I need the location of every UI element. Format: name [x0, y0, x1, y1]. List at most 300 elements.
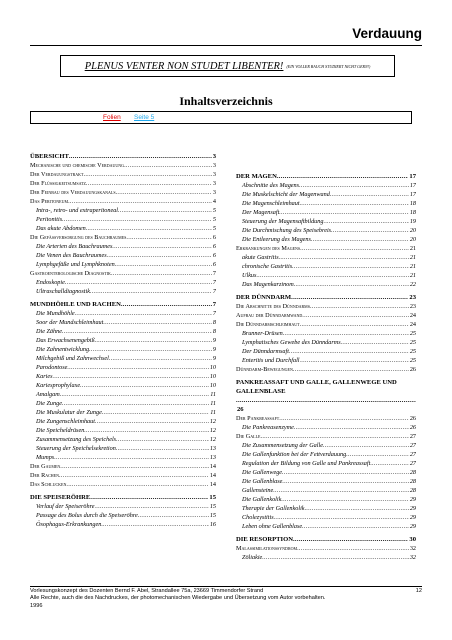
toc-entry-label: Abschnitte des Magens: [242, 182, 300, 189]
toc-entry-page: 17: [409, 182, 416, 189]
toc-leader-dots: [300, 356, 409, 365]
toc-entry-page: 15: [209, 512, 216, 519]
toc-leader-dots: [111, 269, 212, 278]
toc-entry-page: 32: [409, 545, 416, 552]
toc-entry-page: 13: [209, 454, 216, 461]
toc-leader-dots: [95, 502, 209, 511]
toc-leader-dots: [277, 172, 409, 181]
toc-leader-dots: [274, 513, 409, 522]
toc-leader-dots: [305, 504, 409, 513]
toc-entry[interactable]: [236, 486, 416, 495]
toc-entry[interactable]: [236, 338, 416, 347]
toc-entry-page: 12: [209, 427, 216, 434]
toc-leader-dots: [60, 390, 210, 399]
toc-column-right: [236, 168, 416, 562]
toc-entry-label: Gastroenterologische Diagnostik: [30, 270, 111, 277]
toc-entry-page: 5: [212, 207, 216, 214]
toc-leader-dots: [90, 287, 212, 296]
toc-entry[interactable]: [236, 450, 416, 459]
toc-leader-dots: [281, 495, 408, 504]
toc-leader-dots: [294, 423, 409, 432]
toc-entry-label: Die Gallenkolik: [242, 496, 282, 503]
toc-leader-dots: [331, 226, 409, 235]
title-rule: [30, 45, 422, 46]
toc-entry-label: Mechanische und chemische Verdauung: [30, 162, 125, 169]
toc-entry[interactable]: [30, 318, 216, 327]
toc-entry-page: 3: [212, 189, 216, 196]
toc-entry-label: Die Venen des Bauchraumes: [36, 252, 107, 259]
toc-entry-page: 28: [409, 469, 416, 476]
toc-entry-page: 12: [209, 418, 216, 425]
toc-entry-label: ÜBERSICHT: [30, 153, 69, 160]
toc-entry-label: Die Zähne: [36, 328, 62, 335]
toc-entry-page: 9: [212, 337, 216, 344]
toc-leader-dots: [330, 190, 409, 199]
toc-leader-dots: [101, 520, 209, 529]
toc-entry[interactable]: [30, 179, 216, 188]
toc-leader-dots: [260, 432, 408, 441]
toc-entry-page: 6: [212, 252, 216, 259]
toc-entry[interactable]: [30, 161, 216, 170]
toc-leader-dots: [126, 233, 212, 242]
toc-entry-label: Das Schlucken: [30, 481, 67, 488]
toc-leader-dots: [262, 553, 409, 562]
toc-entry[interactable]: [30, 390, 216, 399]
toc-entry-label: Das Magenkarzinom: [242, 281, 294, 288]
toc-entry[interactable]: [30, 453, 216, 462]
toc-entry[interactable]: [236, 208, 416, 217]
toc-leader-dots: [103, 318, 212, 327]
toc-entry-page: 7: [212, 301, 216, 308]
toc-entry-label: Der Feinbau des Verdauungskanals: [30, 189, 116, 196]
toc-leader-dots: [299, 181, 409, 190]
toc-entry-label: Die Pankreasenzyme: [242, 424, 294, 431]
toc-entry-label: Die Muskulatur der Zunge: [36, 409, 102, 416]
toc-entry-label: Die Mundhöhle: [36, 310, 75, 317]
toc-entry-page: 7: [212, 279, 216, 286]
motto-translation: (EIN VOLLER BAUCH STUDIERT NICHT GERN!): [286, 63, 371, 69]
toc-entry-page: 24: [409, 312, 416, 319]
toc-leader-dots: [66, 480, 208, 489]
toc-entry-label: Ulkus: [242, 272, 257, 279]
toc-entry[interactable]: [236, 423, 416, 432]
toc-entry-page: 25: [409, 348, 416, 355]
slide-nav-box: [30, 111, 412, 124]
toc-entry[interactable]: [236, 477, 416, 486]
toc-entry-label: Der Pankreassaft: [236, 415, 280, 422]
toc-entry-label: Amalgam: [36, 391, 60, 398]
toc-entry-page: 27: [409, 433, 416, 440]
toc-entry[interactable]: [30, 417, 216, 426]
toc-entry[interactable]: [236, 320, 416, 329]
toc-entry[interactable]: [30, 502, 216, 511]
toc-entry-label: Lymphgefäße und Lymphknoten: [36, 261, 115, 268]
toc-entry-label: Cholezystitis: [242, 514, 274, 521]
toc-leader-dots: [67, 363, 208, 372]
toc-entry-page: 8: [212, 328, 216, 335]
toc-entry-label: akute Gastritis: [242, 254, 279, 261]
toc-entry[interactable]: [236, 293, 416, 302]
toc-entry[interactable]: [236, 459, 416, 468]
toc-leader-dots: [300, 199, 409, 208]
toc-entry-label: DER DÜNNDARM: [236, 294, 292, 301]
toc-leader-dots: [109, 354, 212, 363]
toc-leader-dots: [323, 441, 409, 450]
toc-entry-page: 18: [409, 200, 416, 207]
toc-leader-dots: [311, 235, 409, 244]
toc-entry[interactable]: [30, 493, 216, 502]
toc-entry-page: 20: [409, 236, 416, 243]
toc-entry[interactable]: [30, 215, 216, 224]
toc-entry-label: Die Magenschleimhaut: [242, 200, 300, 207]
toc-entry-page: 23: [409, 294, 416, 301]
toc-entry-label: Endoskopie: [36, 279, 65, 286]
toc-entry[interactable]: [30, 224, 216, 233]
toc-entry-label: Steuerung der Speichelsekretion: [36, 445, 116, 452]
toc-entry-page: 9: [212, 355, 216, 362]
toc-entry-label: Die Galle: [236, 433, 261, 440]
toc-entry-page: 25: [409, 357, 416, 364]
toc-leader-dots: [115, 260, 212, 269]
toc-entry-page: 32: [409, 554, 416, 561]
toc-entry-page: 12: [209, 436, 216, 443]
toc-entry-label: Der Gaumen: [30, 463, 61, 470]
toc-leader-dots: [53, 372, 209, 381]
folien-link[interactable]: Folien: [103, 114, 121, 121]
toc-entry-label: Die Muskelschicht der Magenwand: [242, 191, 330, 198]
toc-entry[interactable]: [30, 233, 216, 242]
toc-entry[interactable]: [30, 188, 216, 197]
toc-entry[interactable]: [236, 253, 416, 262]
toc-entry[interactable]: [236, 172, 416, 181]
toc-entry[interactable]: [30, 251, 216, 260]
toc-entry[interactable]: [236, 441, 416, 450]
toc-leader-dots: [69, 152, 212, 161]
toc-entry-page: 14: [209, 481, 216, 488]
toc-entry-label: Der Rachen: [30, 472, 60, 479]
toc-entry-page: 21: [409, 245, 416, 252]
toc-entry-page: 3: [212, 162, 216, 169]
toc-entry-page: 3: [212, 180, 216, 187]
toc-entry-label: Der Flüssigkeitsumsatz: [30, 180, 86, 187]
toc-entry[interactable]: [30, 327, 216, 336]
toc-leader-dots: [273, 486, 409, 495]
toc-entry[interactable]: [236, 244, 416, 253]
toc-entry[interactable]: [236, 553, 416, 562]
toc-entry[interactable]: [30, 381, 216, 390]
toc-entry[interactable]: [30, 269, 216, 278]
toc-entry-label: Therapie der Gallenkolik: [242, 505, 305, 512]
toc-entry-label: Erkrankungen des Magens: [236, 245, 301, 252]
toc-entry-page: 21: [409, 254, 416, 261]
toc-entry[interactable]: [236, 468, 416, 477]
toc-entry-label: Karies: [36, 373, 53, 380]
toc-entry-label: Die Durchmischung des Speisebreis: [242, 227, 332, 234]
toc-entry-page: 17: [409, 173, 416, 180]
toc-entry-label: Die Zahnentwicklung: [36, 346, 90, 353]
toc-entry[interactable]: [30, 471, 216, 480]
toc-entry[interactable]: [30, 242, 216, 251]
toc-entry[interactable]: [236, 217, 416, 226]
toc-entry-page: 27: [409, 442, 416, 449]
toc-entry-label: Malassimilationssyndrom: [236, 545, 298, 552]
toc-entry-label: Die Speicheldrüsen: [36, 427, 85, 434]
toc-entry[interactable]: [236, 311, 416, 320]
toc-leader-dots: [107, 251, 212, 260]
toc-entry-label: Die Gefäßversorgung des Bauchraumes: [30, 234, 127, 241]
toc-entry-page: 8: [212, 319, 216, 326]
toc-entry-label: Das Peritoneum: [30, 198, 69, 205]
toc-entry[interactable]: [30, 408, 216, 417]
toc-entry[interactable]: [30, 520, 216, 529]
toc-entry-label: Verlauf der Speiseröhre: [36, 503, 95, 510]
toc-entry-label: DIE RESORPTION: [236, 536, 293, 543]
toc-leader-dots: [346, 450, 409, 459]
toc-leader-dots: [279, 253, 409, 262]
toc-entry[interactable]: [236, 414, 416, 423]
toc-entry-page: 23: [409, 303, 416, 310]
toc-entry[interactable]: [236, 226, 416, 235]
toc-entry[interactable]: [30, 511, 216, 520]
toc-leader-dots: [112, 242, 212, 251]
toc-heading: Inhaltsverzeichnis: [179, 94, 273, 108]
toc-entry-page: 7: [212, 310, 216, 317]
toc-entry-label: Leben ohne Gallenblase: [242, 523, 303, 530]
toc-leader-dots: [293, 535, 408, 544]
toc-leader-dots: [62, 399, 209, 408]
toc-entry[interactable]: [30, 278, 216, 287]
motto-box: [60, 55, 395, 77]
seite-link[interactable]: Seite 5: [134, 114, 155, 121]
toc-entry[interactable]: [236, 235, 416, 244]
toc-leader-dots: [116, 188, 212, 197]
toc-entry-label: Die Arterien des Bauchraumes: [36, 243, 113, 250]
toc-entry[interactable]: [30, 444, 216, 453]
toc-leader-dots: [138, 511, 209, 520]
toc-entry-label: MUNDHÖHLE UND RACHEN: [30, 301, 121, 308]
toc-entry-page: 7: [212, 270, 216, 277]
toc-leader-dots: [89, 345, 212, 354]
toc-entry[interactable]: [30, 170, 216, 179]
toc-entry-label: Dünndarm-Bewegungen: [236, 366, 293, 373]
toc-entry[interactable]: [30, 206, 216, 215]
toc-entry-label: Aufbau der Dünndarmwand: [236, 312, 303, 319]
toc-entry[interactable]: [30, 336, 216, 345]
toc-entry-label: PANKREASSAFT UND GALLE, GALLENWEGE UND GALLENBLASE: [236, 379, 397, 395]
toc-leader-dots: [60, 462, 209, 471]
toc-entry-label: DER MAGEN: [236, 173, 277, 180]
toc-leader-dots: [282, 468, 409, 477]
toc-entry-page: 20: [409, 227, 416, 234]
toc-entry-page: 28: [409, 478, 416, 485]
footer: [30, 588, 422, 610]
toc-leader-dots: [80, 381, 209, 390]
toc-entry-page: 29: [409, 523, 416, 530]
toc-leader-dots: [62, 215, 212, 224]
toc-entry-label: Intra-, retro- und extraperitoneal: [36, 207, 119, 214]
toc-entry-page: 10: [209, 364, 216, 371]
toc-entry-page: 10: [209, 373, 216, 380]
toc-leader-dots: [95, 417, 209, 426]
toc-leader-dots: [116, 444, 209, 453]
toc-entry-label: Regulation der Bildung von Galle und Pankreassaft: [242, 460, 371, 467]
toc-entry[interactable]: [236, 356, 416, 365]
toc-entry[interactable]: [236, 432, 416, 441]
toc-entry[interactable]: [30, 399, 216, 408]
toc-entry-page: 6: [212, 234, 216, 241]
toc-entry-label: Die Zusammensetzung der Galle: [242, 442, 323, 449]
toc-entry[interactable]: [30, 287, 216, 296]
toc-entry[interactable]: [30, 435, 216, 444]
toc-leader-dots: [75, 309, 212, 318]
toc-entry[interactable]: [236, 271, 416, 280]
toc-entry-page: 11: [210, 400, 216, 407]
toc-entry[interactable]: [236, 181, 416, 190]
toc-entry-page: 18: [409, 209, 416, 216]
footer-rule: [30, 586, 422, 587]
toc-leader-dots: [292, 262, 409, 271]
toc-leader-dots: [116, 435, 209, 444]
toc-entry-label: Kariesprophylaxe: [36, 382, 81, 389]
toc-leader-dots: [302, 522, 409, 531]
toc-leader-dots: [84, 426, 209, 435]
toc-entry[interactable]: [30, 480, 216, 489]
toc-entry-page: 24: [409, 321, 416, 328]
toc-entry-page: 26: [409, 415, 416, 422]
toc-entry-page: 28: [409, 487, 416, 494]
toc-entry-label: Die Gallenblase: [242, 478, 283, 485]
toc-entry[interactable]: [236, 302, 416, 311]
motto-text: PLENUS VENTER NON STUDET LIBENTER!: [84, 60, 284, 72]
footer-line-1: Vorlesungskonzept des Dozenten Bernd F. Abel, Strandallee 75a, 23669 Timmendorfer Strand: [30, 588, 264, 594]
toc-entry-page: 5: [212, 225, 216, 232]
toc-entry[interactable]: [30, 197, 216, 206]
toc-entry[interactable]: [236, 504, 416, 513]
toc-entry-page: 4: [212, 198, 216, 205]
toc-entry-page: 5: [212, 216, 216, 223]
toc-entry-page: 6: [212, 243, 216, 250]
toc-leader-dots: [300, 320, 409, 329]
toc-entry[interactable]: [30, 300, 216, 309]
toc-entry-label: Ösophagus-Erkrankungen: [36, 521, 102, 528]
toc-entry-page: 10: [209, 382, 216, 389]
toc-entry-page: 9: [212, 346, 216, 353]
toc-entry-page: 17: [409, 191, 416, 198]
toc-entry-label: Die Gallenfunktion bei der Fettverdauung: [242, 451, 347, 458]
toc-entry-page: 25: [409, 339, 416, 346]
toc-entry-label: Die Entleerung des Magens: [242, 236, 311, 243]
toc-leader-dots: [118, 206, 212, 215]
toc-entry-label: chronische Gastritis: [242, 263, 293, 270]
toc-entry-page: 15: [209, 503, 216, 510]
toc-entry[interactable]: [30, 426, 216, 435]
toc-entry-page: 14: [209, 472, 216, 479]
toc-entry[interactable]: [30, 260, 216, 269]
toc-leader-dots: [289, 347, 409, 356]
toc-leader-dots: [302, 311, 409, 320]
toc-entry[interactable]: [236, 535, 416, 544]
toc-entry[interactable]: [30, 345, 216, 354]
toc-leader-dots: [297, 544, 409, 553]
toc-entry-page: 11: [210, 391, 216, 398]
toc-entry[interactable]: [236, 522, 416, 531]
toc-entry[interactable]: [236, 262, 416, 271]
toc-leader-dots: [59, 471, 209, 480]
toc-entry-page: 26: [409, 424, 416, 431]
toc-leader-dots: [282, 477, 408, 486]
toc-leader-dots: [291, 293, 408, 302]
footer-line-3: 1996: [30, 602, 43, 609]
toc-leader-dots: [283, 329, 409, 338]
toc-entry[interactable]: [236, 495, 416, 504]
toc-leader-dots: [102, 408, 209, 417]
toc-entry[interactable]: [30, 152, 216, 161]
toc-entry-page: 6: [212, 261, 216, 268]
toc-entry-page: 7: [212, 288, 216, 295]
toc-entry-page: 27: [409, 460, 416, 467]
toc-entry[interactable]: [236, 365, 416, 374]
toc-entry-page: 3: [212, 171, 216, 178]
toc-entry-page: 15: [209, 494, 216, 501]
toc-leader-dots: [256, 271, 408, 280]
toc-entry-page: 26: [237, 406, 244, 413]
toc-leader-dots: [310, 302, 409, 311]
toc-leader-dots: [300, 244, 409, 253]
toc-entry-label: Soor der Mundschleimhaut: [36, 319, 104, 326]
toc-entry[interactable]: [30, 309, 216, 318]
toc-entry[interactable]: [30, 354, 216, 363]
toc-entry-page: 19: [409, 218, 416, 225]
toc-entry-label: Die Zunge: [36, 400, 62, 407]
toc-entry-label: Gallensteine: [242, 487, 274, 494]
toc-entry[interactable]: [30, 462, 216, 471]
footer-line-2: Alle Rechte, auch die des Nachdruckes, der photomechanischen Wiedergabe und Übersetzung vom Autor vorbehalten.: [30, 595, 326, 602]
toc-leader-dots: [124, 161, 212, 170]
toc-entry-page: 29: [409, 505, 416, 512]
toc-entry[interactable]: [236, 513, 416, 522]
toc-leader-dots: [95, 336, 212, 345]
toc-column-left: [30, 148, 216, 529]
toc-entry[interactable]: [236, 378, 416, 414]
toc-entry-page: 25: [409, 330, 416, 337]
toc-entry-page: 30: [409, 536, 416, 543]
toc-entry[interactable]: [236, 347, 416, 356]
toc-leader-dots: [65, 278, 212, 287]
toc-leader-dots: [62, 327, 212, 336]
toc-leader-dots: [86, 224, 212, 233]
toc-leader-dots: [279, 414, 409, 423]
toc-leader-dots: [68, 197, 212, 206]
toc-entry-label: Der Dünndarmsaft: [242, 348, 289, 355]
toc-entry[interactable]: [30, 363, 216, 372]
toc-entry[interactable]: [236, 280, 416, 289]
toc-leader-dots: [83, 170, 211, 179]
toc-entry[interactable]: [236, 544, 416, 553]
toc-entry[interactable]: [30, 372, 216, 381]
toc-entry-label: Peritonitis: [36, 216, 63, 223]
toc-entry-label: Die Gallenwege: [242, 469, 283, 476]
toc-entry-label: Zöliakie: [242, 554, 263, 561]
toc-entry-label: Das akute Abdomen: [36, 225, 86, 232]
toc-leader-dots: [294, 280, 409, 289]
toc-entry[interactable]: [236, 199, 416, 208]
toc-entry-label: Passage des Bolus durch die Speiseröhre: [36, 512, 138, 519]
toc-entry-label: Milchgebiß und Zahnwechsel: [36, 355, 109, 362]
toc-entry-page: 22: [409, 281, 416, 288]
toc-entry-label: Die Abschnitte des Dünndarms: [236, 303, 310, 310]
toc-entry[interactable]: [236, 329, 416, 338]
toc-entry[interactable]: [236, 190, 416, 199]
